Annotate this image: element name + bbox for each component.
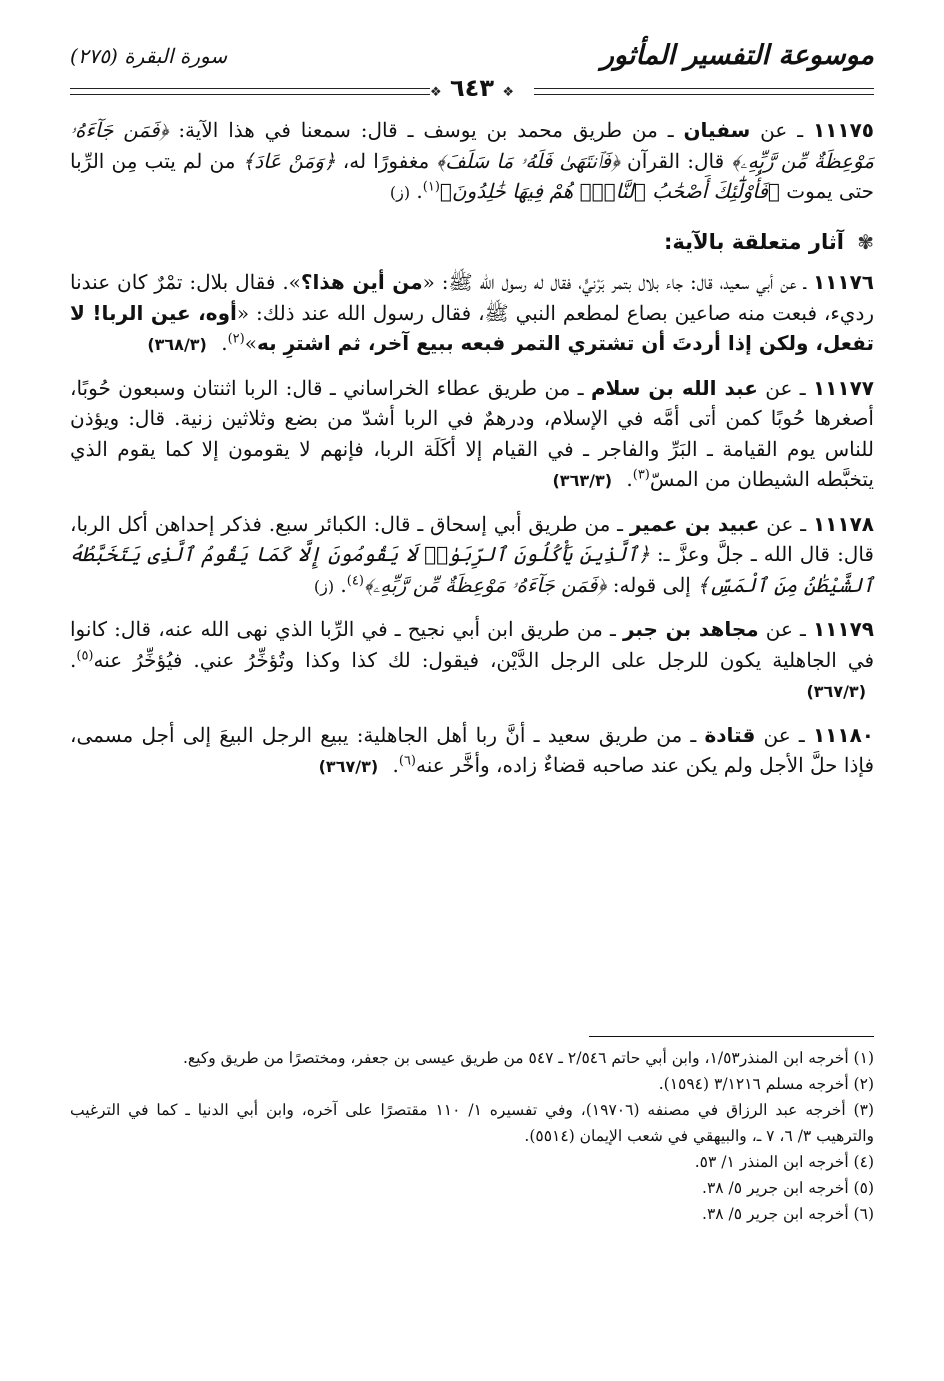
ornament-icon: ❖ (502, 85, 514, 100)
text-run: من لم يتب مِن الرِّبا حتى يموت (70, 148, 874, 203)
surah-label: سورة البقرة (٢٧٥) (70, 44, 228, 68)
volume-ref: (٣٦٧/٣) (318, 757, 379, 776)
text-run: . (620, 467, 633, 491)
footnote: (٦) أخرجه ابن جرير ٥/ ٣٨. (702, 1205, 874, 1223)
quran-quote: ﴿فَأُوْلَٰٓئِكَ أَصْحَٰبُ ٱلنَّارِۖ هُمْ فِيهَا خَٰلِدُونَ﴾ (439, 179, 780, 203)
footnote-ref: (١) (422, 179, 440, 195)
footnote: (١) أخرجه ابن المنذر١/٥٣، وابن أبي حاتم ٢/٥٤٦ ـ ٥٤٧ من طريق عيسى بن جعفر، ومختصرًا من طريق وكيع. (182, 1049, 874, 1067)
section-heading-text: آثار متعلقة بالآية: (663, 229, 844, 254)
text-run: ـ عن أبي سعيد، قال: جاء بلال بتمر بَرْنيٍّ، فقال له رسول الله ﷺ: « (422, 270, 813, 294)
footnote-ref: (٣) (632, 467, 650, 483)
narration-paragraph (70, 720, 874, 783)
page-header (70, 40, 874, 100)
text-run: ». فقال بلال: تمْرٌ كان عندنا رديء، فبعت منه صاعين بصاع لمطعم النبي ﷺ، فقال رسول الله عند ذلك: « (70, 270, 875, 325)
narration-number: ١١١٧٨ (812, 511, 874, 536)
quran-quote: ﴿فَمَن جَآءَهُۥ مَوْعِظَةٌ مِّن رَّبِّهِۦ﴾ (363, 572, 607, 597)
page-number-text: ٦٤٣ (450, 74, 494, 102)
ornament-icon: ❖ (430, 85, 442, 100)
narration-paragraph (70, 267, 874, 361)
text-run: ـ عن (755, 722, 813, 747)
text-run: . (70, 647, 77, 672)
footnote: (٢) أخرجه مسلم ٣/١٢١٦ (١٥٩٤). (658, 1075, 874, 1093)
narrator-name: قتادة (704, 722, 756, 747)
quran-quote: ﴿وَمَنْ عَادَ﴾ (242, 148, 336, 173)
text-run: قال: القرآن (619, 148, 732, 173)
narrator-name: عبد الله بن سلام (590, 375, 758, 400)
text-run: ـ من طريق محمد بن يوسف ـ قال: سمعنا في هذا الآية: (168, 118, 684, 142)
narration-paragraph (70, 509, 874, 603)
text-run: ـ عن (750, 118, 813, 142)
text-run: ـ عن (758, 617, 813, 641)
text-run: . (386, 753, 399, 777)
text-run: ـ عن (757, 375, 813, 400)
page-number (420, 74, 524, 102)
hadith-quote: من أين هذا؟ (300, 270, 423, 294)
narration-number: ١١١٧٥ (812, 118, 874, 142)
text-run: إلى قوله: (606, 572, 698, 597)
text-run: ـ من طريق عطاء الخراساني ـ قال: الربا اثنتان وسبعون حُوبًا، أصغرها حُوبًا كمن أتى أمَّه في الإسلام، ودرهمٌ في الربا أشدّ من بضع وثلاثين زنية. قال: ويؤذن للناس يوم القيامة ـ البَرِّ والفاجر ـ في القيام إلا أكَلَة الربا، فإنهم لا يقومون إلا كما يقوم الذي يتخبَّطه الشيطان من المسّ (70, 375, 874, 491)
footnotes (70, 1045, 874, 1227)
quran-quote: ﴿فَمَن جَآءَهُۥ مَوْعِظَةٌ مِّن رَّبِّهِۦ﴾ (70, 118, 875, 173)
text-run: . (410, 179, 423, 203)
volume-ref: (٣٦٧/٣) (806, 682, 866, 701)
text-run: ـ من طريق أبي إسحاق ـ قال: الكبائر سبع. فذكر إحداهن أكل الربا، قال: قال الله ـ جلَّ وعزَّ ـ: (70, 511, 874, 566)
narrator-name: مجاهد بن جبر (622, 617, 759, 641)
narration-paragraph (70, 373, 874, 497)
header-rule-right (534, 88, 874, 95)
text-run: ـ من طريق سعيد ـ أنَّ ربا أهل الجاهلية: يبيع الرجل البيعَ إلى أجل مسمى، فإذا حلَّ الأجل ولم يكن عند صاحبه قضاءٌ زاده، وأخَّر عنه (70, 722, 874, 777)
narration-number: ١١١٧٧ (812, 375, 874, 400)
flower-ornament-icon: ✾ (857, 229, 874, 254)
book-title: موسوعة التفسير المأثور (600, 40, 874, 71)
quran-quote: ﴿فَٱنتَهَىٰ فَلَهُۥ مَا سَلَفَ﴾ (436, 148, 620, 173)
footnote: (٣) أخرجه عبد الرزاق في مصنفه (١٩٧٠٦)، وفي تفسيره ١/ ١١٠ مقتصرًا على آخره، وابن أبي الدنيا ـ كما في الترغيب والترهيب ٣/ ٦، ٧ ـ، والبيهقي في شعب الإيمان (٥٥١٤). (70, 1101, 874, 1145)
hadith-quote: أوه، عين الربا! لا تفعل، ولكن إذا أردتَ أن تشتري التمر فبعه ببيع آخر، ثم اشترِ به (70, 300, 874, 355)
volume-ref: (٣٦٨/٣) (147, 335, 207, 354)
main-text (70, 115, 874, 795)
narrator-name: عبيد بن عمير (629, 511, 760, 536)
text-run: . (214, 331, 228, 355)
source-code: (ز) (389, 183, 411, 202)
narration-number: ١١١٨٠ (812, 722, 874, 747)
footnote-ref: (٥) (76, 647, 94, 663)
text-run: ـ عن (759, 511, 813, 536)
volume-ref: (٣٦٣/٣) (552, 471, 613, 490)
narrator-name: سفيان (683, 118, 751, 142)
narration-paragraph (70, 115, 874, 209)
text-run: . (334, 572, 347, 597)
footnote-ref: (٤) (346, 572, 364, 588)
header-rule-left (70, 88, 430, 95)
paragraph-group-2 (70, 267, 874, 783)
narration-paragraph (70, 614, 874, 708)
text-run: » (244, 331, 257, 355)
narration-number: ١١١٧٦ (812, 270, 875, 294)
quran-quote: ﴿ٱلَّذِينَ يَأْكُلُونَ ٱلرِّبَوٰا۟ لَا يَقُومُونَ إِلَّا كَمَا يَقُومُ ٱلَّذِى يَتَخَبَّطُهُ ٱلشَّيْطَٰنُ مِنَ ٱلْمَسِّ﴾ (70, 542, 874, 597)
text-run: ـ من طريق ابن أبي نجيح ـ في الرِّبا الذي نهى الله عنه، قال: كانوا في الجاهلية يكون للرجل على الرجل الدَّيْن، فيقول: لك كذا وكذا وتُؤخِّرُ عني. فيُؤخِّرُ عنه (70, 617, 874, 672)
footnote-ref: (٦) (398, 753, 416, 769)
paragraph-group-1 (70, 115, 874, 209)
text-run: مغفورًا له، (335, 148, 437, 173)
section-heading (70, 227, 874, 258)
source-code: (ز) (313, 576, 335, 596)
footnote-ref: (٢) (227, 331, 245, 347)
footnote-divider (589, 1036, 874, 1037)
footnote: (٤) أخرجه ابن المنذر ١/ ٥٣. (694, 1153, 874, 1171)
footnote: (٥) أخرجه ابن جرير ٥/ ٣٨. (702, 1179, 874, 1197)
narration-number: ١١١٧٩ (812, 617, 874, 641)
